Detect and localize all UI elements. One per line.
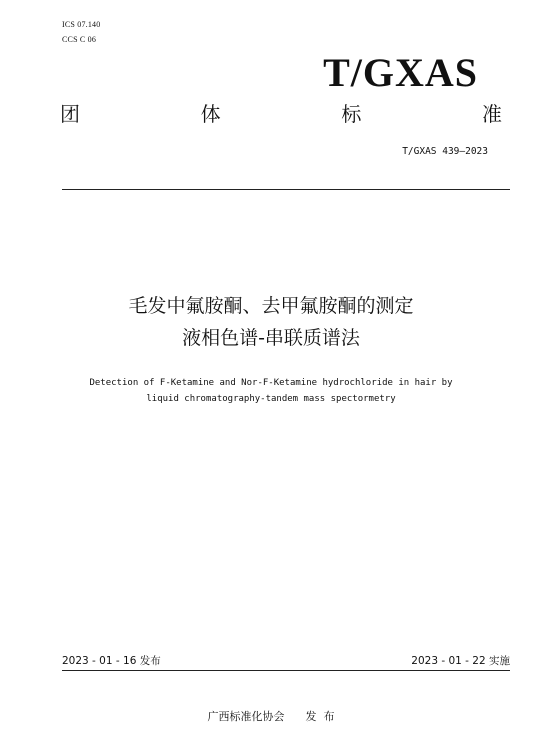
ccs-code: CCS C 06	[62, 35, 97, 44]
standard-logo: T/GXAS	[323, 50, 478, 95]
publisher: 广西标准化协会 发 布	[207, 710, 335, 723]
ics-code: ICS 07.140	[62, 20, 101, 29]
issue-date: 2023 - 01 - 16 发布	[62, 655, 161, 667]
chinese-title-line-2: 液相色谱-串联质谱法	[182, 327, 360, 349]
english-title-line-2: liquid chromatography-tandem mass spectormetry	[146, 394, 396, 404]
bottom-divider	[62, 670, 510, 671]
category-char-3: 标	[341, 102, 362, 126]
category-char-4: 准	[481, 102, 502, 126]
implementation-date: 2023 - 01 - 22 实施	[411, 655, 510, 667]
category-char-2: 体	[200, 102, 221, 126]
standard-category	[58, 99, 504, 129]
top-divider	[62, 189, 510, 190]
category-char-1: 团	[60, 102, 80, 126]
standard-number: T/GXAS 439—2023	[402, 146, 488, 157]
english-title-line-1: Detection of F-Ketamine and Nor-F-Ketamine hydrochloride in hair by	[89, 378, 453, 388]
chinese-title-line-1: 毛发中氟胺酮、去甲氟胺酮的测定	[128, 295, 414, 317]
